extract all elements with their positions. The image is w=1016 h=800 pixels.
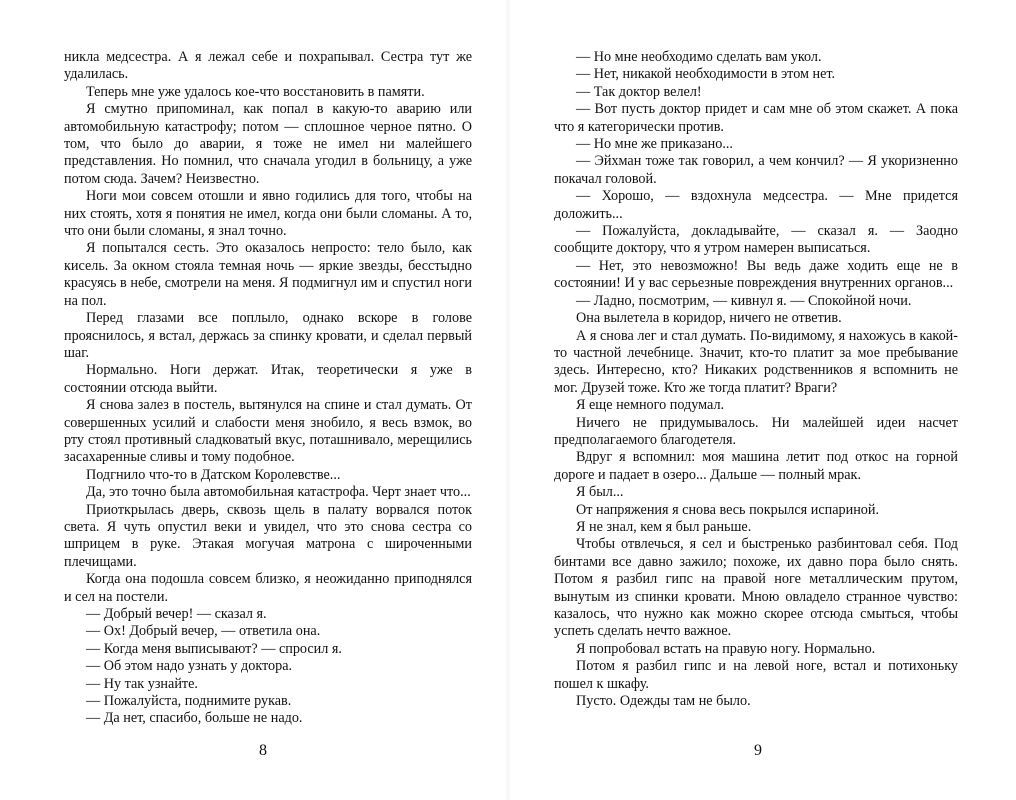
paragraph: — Но мне же приказано... (576, 136, 733, 153)
paragraph: Я был... (576, 484, 624, 501)
paragraph: От напряжения я снова весь покрылся испариной. (576, 501, 880, 518)
paragraph: — Так доктор велел! (576, 83, 702, 100)
paragraph: Я снова залез в постель, вытянулся на спине и стал думать. От совершенных усилий и слабости меня знобило, я весь взмок, во рту стоял противный сладковатый вкус, поташнивало, мерещились засахаренные сливы и тому подобное. (64, 397, 472, 466)
paragraph: Приоткрылась дверь, сквозь щель в палату ворвался поток света. Я чуть опустил веки и увидел, что это снова сестра со шприцем в руке. Этакая могучая матрона с широченными плечищами. (64, 501, 472, 570)
left-page (64, 49, 472, 728)
paragraph: Чтобы отвлечься, я сел и быстренько разбинтовал себя. Под бинтами все давно зажило; похоже, их давно пора было снять. Потом я разбил гипс на правой ноге металлическим прутом, вынутым из спинки кровати. Мною овладело странное чувство: казалось, что нужно как можно скорее отсюда смыться, чтобы успеть сделать нечто важное. (554, 536, 958, 640)
paragraph: Я попробовал встать на правую ногу. Нормально. (576, 640, 876, 657)
paragraph: — Да нет, спасибо, больше не надо. (86, 710, 303, 727)
paragraph: Потом я разбил гипс и на левой ноге, встал и потихоньку пошел к шкафу. (554, 658, 958, 692)
paragraph: А я снова лег и стал думать. По-видимому, я нахожусь в какой-то частной лечебнице. Значит, кто-то платит за мое пребывание здесь. Интересно, кто? Никаких родственников я вспомнить не мог. Друзей тоже. Кто же тогда платит? Враги? (554, 327, 958, 396)
paragraph: — Об этом надо узнать у доктора. (86, 658, 293, 675)
paragraph: — Ох! Добрый вечер, — ответила она. (86, 623, 321, 640)
paragraph: — Когда меня выписывают? — спросил я. (86, 640, 342, 657)
paragraph: Да, это точно была автомобильная катастрофа. Черт знает что... (86, 484, 471, 501)
paragraph: никла медсестра. А я лежал себе и похрапывал. Сестра тут же удалилась. (64, 49, 472, 83)
right-page-number: 9 (754, 742, 762, 759)
paragraph: — Хорошо, — вздохнула медсестра. — Мне придется доложить... (554, 188, 958, 222)
paragraph: Перед глазами все поплыло, однако вскоре в голове прояснилось, я встал, держась за спинку кровати, и сделал первый шаг. (64, 310, 472, 361)
paragraph: Теперь мне уже удалось кое-что восстановить в памяти. (86, 83, 425, 100)
paragraph: — Эйхман тоже так говорил, а чем кончил? — Я укоризненно покачал головой. (554, 153, 958, 187)
book-gutter (505, 0, 511, 800)
paragraph: — Но мне необходимо сделать вам укол. (576, 49, 822, 65)
paragraph: Когда она подошла совсем близко, я неожиданно приподнялся и сел на постели. (64, 571, 472, 605)
paragraph: Ноги мои совсем отошли и явно годились для того, чтобы на них стоять, хотя я понятия не имел, когда они были сломаны. А то, что они были сломаны, я знал точно. (64, 188, 472, 240)
paragraph: Я не знал, кем я был раньше. (576, 518, 752, 535)
paragraph: — Нет, никакой необходимости в этом нет. (576, 66, 836, 83)
paragraph: Я смутно припоминал, как попал в какую-то аварию или автомобильную катастрофу; потом — сплошное черное пятно. О том, что было до аварии, я тоже не имел ни малейшего представления. Но помнил, что сначала угодил в больницу, а уже потом сюда. Зачем? Неизвестно. (64, 101, 472, 187)
paragraph: — Ладно, посмотрим, — кивнул я. — Спокойной ночи. (576, 292, 912, 309)
paragraph: — Нет, это невозможно! Вы ведь даже ходить еще не в состоянии! И у вас серьезные повреждения внутренних органов... (554, 257, 958, 292)
paragraph: — Пожалуйста, поднимите рукав. (86, 693, 292, 710)
paragraph: Я еще немного подумал. (576, 397, 725, 414)
paragraph: — Ну так узнайте. (86, 675, 198, 692)
paragraph: Ничего не придумывалось. Ни малейшей идеи насчет предполагаемого благодетеля. (554, 414, 958, 448)
paragraph: Подгнило что-то в Датском Королевстве... (86, 466, 341, 483)
paragraph: Вдруг я вспомнил: моя машина летит под откос на горной дороге и падает в озеро... Дальше — полный мрак. (554, 449, 958, 483)
paragraph: Я попытался сесть. Это оказалось непросто: тело было, как кисель. За окном стояла темная ночь — яркие звезды, бесстыдно красуясь в небе, смотрели на меня. Я подмигнул им и спустил ноги на пол. (64, 240, 472, 309)
paragraph: Нормально. Ноги держат. Итак, теоретически я уже в состоянии отсюда выйти. (64, 362, 472, 396)
right-page (554, 49, 958, 710)
paragraph: Пусто. Одежды там не было. (576, 693, 751, 710)
paragraph: — Добрый вечер! — сказал я. (86, 606, 267, 622)
paragraph: Она вылетела в коридор, ничего не ответив. (576, 310, 842, 327)
paragraph: — Пожалуйста, докладывайте, — сказал я. — Заодно сообщите доктору, что я утром намерен выписаться. (554, 223, 958, 257)
paragraph: — Вот пусть доктор придет и сам мне об этом скажет. А пока что я категорически против. (554, 101, 958, 135)
left-page-number: 8 (259, 742, 267, 759)
